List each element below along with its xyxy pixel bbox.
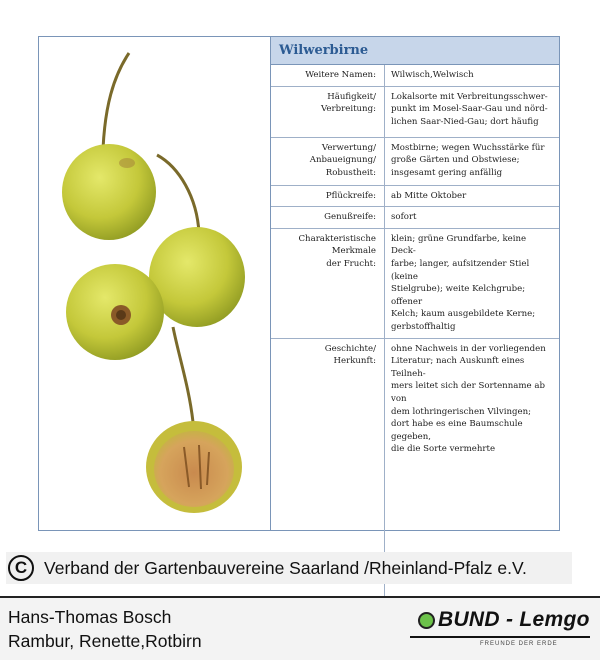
row-value: Wilwisch,Welwisch <box>385 65 560 86</box>
author-name: Hans-Thomas Bosch <box>8 607 172 627</box>
table-row <box>271 86 559 137</box>
related-varieties: Rambur, Renette,Rotbirn <box>8 631 202 651</box>
bund-logo <box>410 608 594 652</box>
pear-left-calyx <box>66 264 164 360</box>
row-label: Verwertung/ Anbaueignung/ Robustheit: <box>271 137 385 185</box>
pear-illustration <box>39 37 270 530</box>
row-value: Mostbirne; wegen Wuchsstärke für große Gärten und Obstwiese; insgesamt gering anfällig <box>385 137 560 185</box>
row-value: klein; grüne Grundfarbe, keine Deck- farbe; langer, aufsitzender Stiel (keine Stielgrube); weite Kelchgrube; offener Kelch; kaum ausgebildete Kerne; gerbstoffhaltig <box>385 228 560 338</box>
row-label: Charakteristische Merkmale der Frucht: <box>271 228 385 338</box>
row-label: Weitere Namen: <box>271 65 385 86</box>
properties-table <box>271 65 559 600</box>
row-value: sofort <box>385 207 560 229</box>
variety-title: Wilwerbirne <box>271 37 559 65</box>
copyright-notice <box>6 552 572 584</box>
row-label: Häufigkeit/ Verbreitung: <box>271 86 385 137</box>
bund-logo-dot <box>418 612 435 629</box>
fruit-image-panel <box>39 37 271 530</box>
row-label: Pflückreife: <box>271 185 385 207</box>
copyright-icon: C <box>8 555 34 581</box>
variety-card <box>38 36 560 531</box>
table-row <box>271 65 559 86</box>
row-value: Lokalsorte mit Verbreitungsschwer- punkt im Mosel-Saar-Gau und nörd- lichen Saar-Nied-Gau; dort häufig <box>385 86 560 137</box>
copyright-text: Verband der Gartenbauvereine Saarland /Rheinland-Pfalz e.V. <box>44 557 527 578</box>
logo-underline <box>410 636 590 638</box>
table-row <box>271 185 559 207</box>
row-value: ab Mitte Oktober <box>385 185 560 207</box>
row-label: Geschichte/ Herkunft: <box>271 338 385 600</box>
info-panel <box>271 37 559 530</box>
row-label: Genußreife: <box>271 207 385 229</box>
row-value: ohne Nachweis in der vorliegenden Literatur; nach Auskunft eines Teilneh- mers leitet sich der Sortenname ab von dem lothringerischen Vilvingen; dort habe es eine Baumschule gegeben, die die Sorte vermehrte <box>391 343 546 455</box>
pear-cut <box>146 327 242 513</box>
table-row <box>271 228 559 338</box>
table-row <box>271 137 559 185</box>
table-row <box>271 207 559 229</box>
pear-right <box>149 155 245 327</box>
logo-text: BUND - Lemgo <box>438 608 590 631</box>
logo-subtitle: FREUNDE DER ERDE <box>480 641 558 647</box>
pear-top <box>62 53 156 240</box>
footer <box>0 598 600 660</box>
